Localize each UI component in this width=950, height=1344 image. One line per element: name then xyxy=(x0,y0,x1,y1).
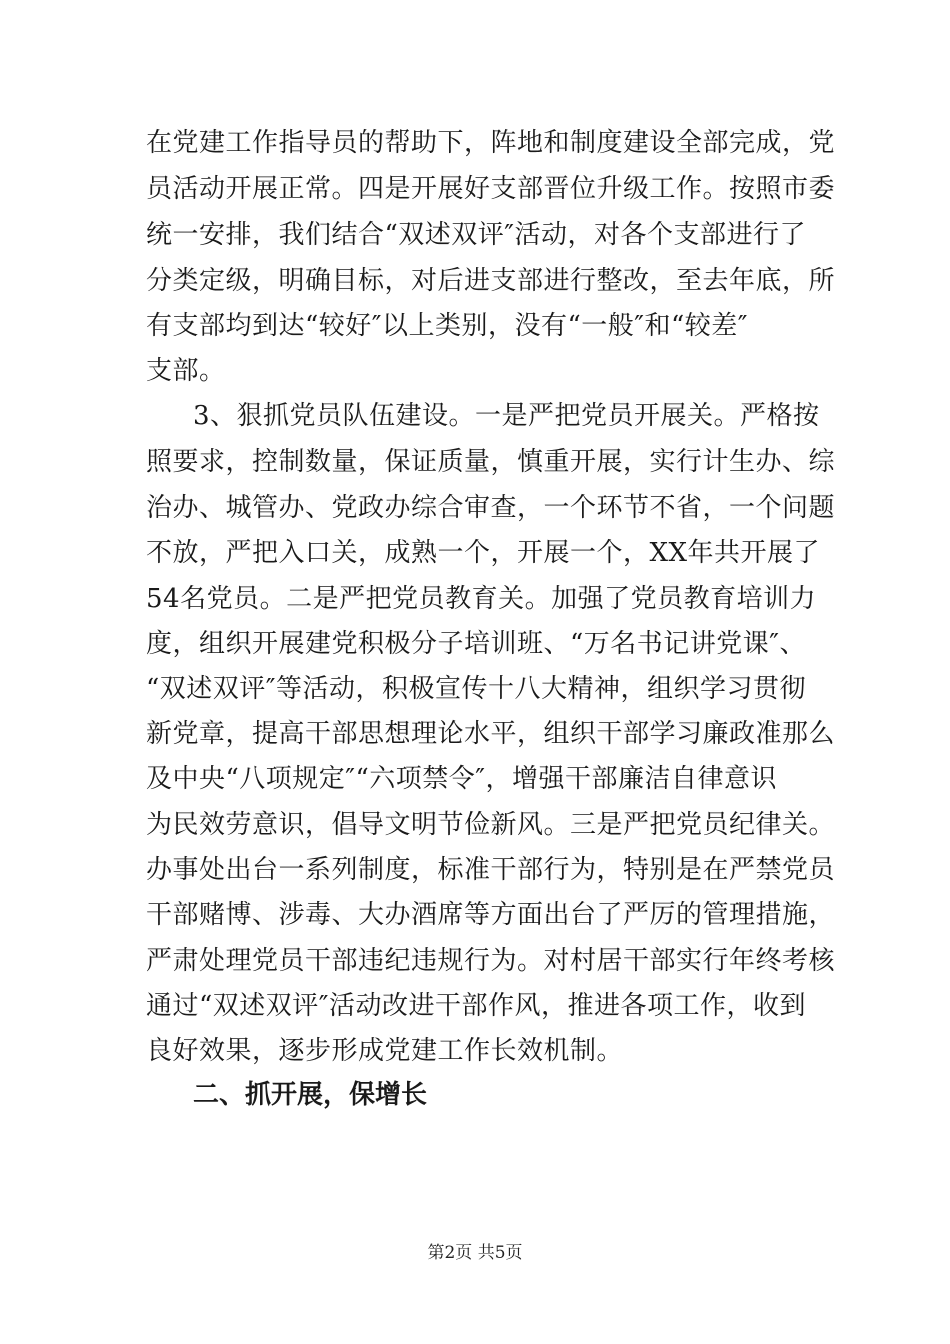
body-text-line: 办事处出台一系列制度，标准干部行为，特别是在严禁党员 xyxy=(146,855,836,885)
page-number-footer: 第2页 共5页 xyxy=(427,1243,523,1263)
body-text-line: 54名党员。二是严把党员教育关。加强了党员教育培训力 xyxy=(146,584,817,614)
body-text-line: 及中央“八项规定″“六项禁令″，增强干部廉洁自律意识 xyxy=(146,764,778,794)
body-text-line: 统一安排，我们结合“双述双评″活动，对各个支部进行了 xyxy=(146,220,807,250)
body-text-line: 3、狠抓党员队伍建设。一是严把党员开展关。严格按 xyxy=(193,401,820,431)
body-text-line: 新党章，提高干部思想理论水平，组织干部学习廉政准那么 xyxy=(146,719,836,749)
body-text-line: 通过“双述双评″活动改进干部作风，推进各项工作，收到 xyxy=(146,991,807,1021)
body-text-line: 照要求，控制数量，保证质量，慎重开展，实行计生办、综 xyxy=(146,447,836,477)
body-text-line: 不放，严把入口关，成熟一个，开展一个，XX年共开展了 xyxy=(146,538,821,568)
body-text-line: 有支部均到达“较好″以上类别，没有“一般″和“较差″ xyxy=(146,311,749,341)
body-text-line: 严肃处理党员干部违纪违规行为。对村居干部实行年终考核 xyxy=(146,946,836,976)
body-text-line: 在党建工作指导员的帮助下，阵地和制度建设全部完成，党 xyxy=(146,128,836,158)
body-text-line: “双述双评″等活动，积极宣传十八大精神，组织学习贯彻 xyxy=(146,674,807,704)
body-text-line: 良好效果，逐步形成党建工作长效机制。 xyxy=(146,1036,624,1066)
body-text-line: 员活动开展正常。四是开展好支部晋位升级工作。按照市委 xyxy=(146,174,836,204)
body-text-line: 治办、城管办、党政办综合审查，一个环节不省，一个问题 xyxy=(146,493,836,523)
body-text-line: 度，组织开展建党积极分子培训班、“万名书记讲党课″、 xyxy=(146,629,807,659)
body-text-line: 分类定级，明确目标，对后进支部进行整改，至去年底，所 xyxy=(146,266,836,296)
body-text-line: 干部赌博、涉毒、大办酒席等方面出台了严厉的管理措施， xyxy=(146,900,836,930)
section-heading: 二、抓开展，保增长 xyxy=(193,1080,428,1110)
body-text-line: 为民效劳意识，倡导文明节俭新风。三是严把党员纪律关。 xyxy=(146,810,836,840)
body-text-line: 支部。 xyxy=(146,356,226,386)
